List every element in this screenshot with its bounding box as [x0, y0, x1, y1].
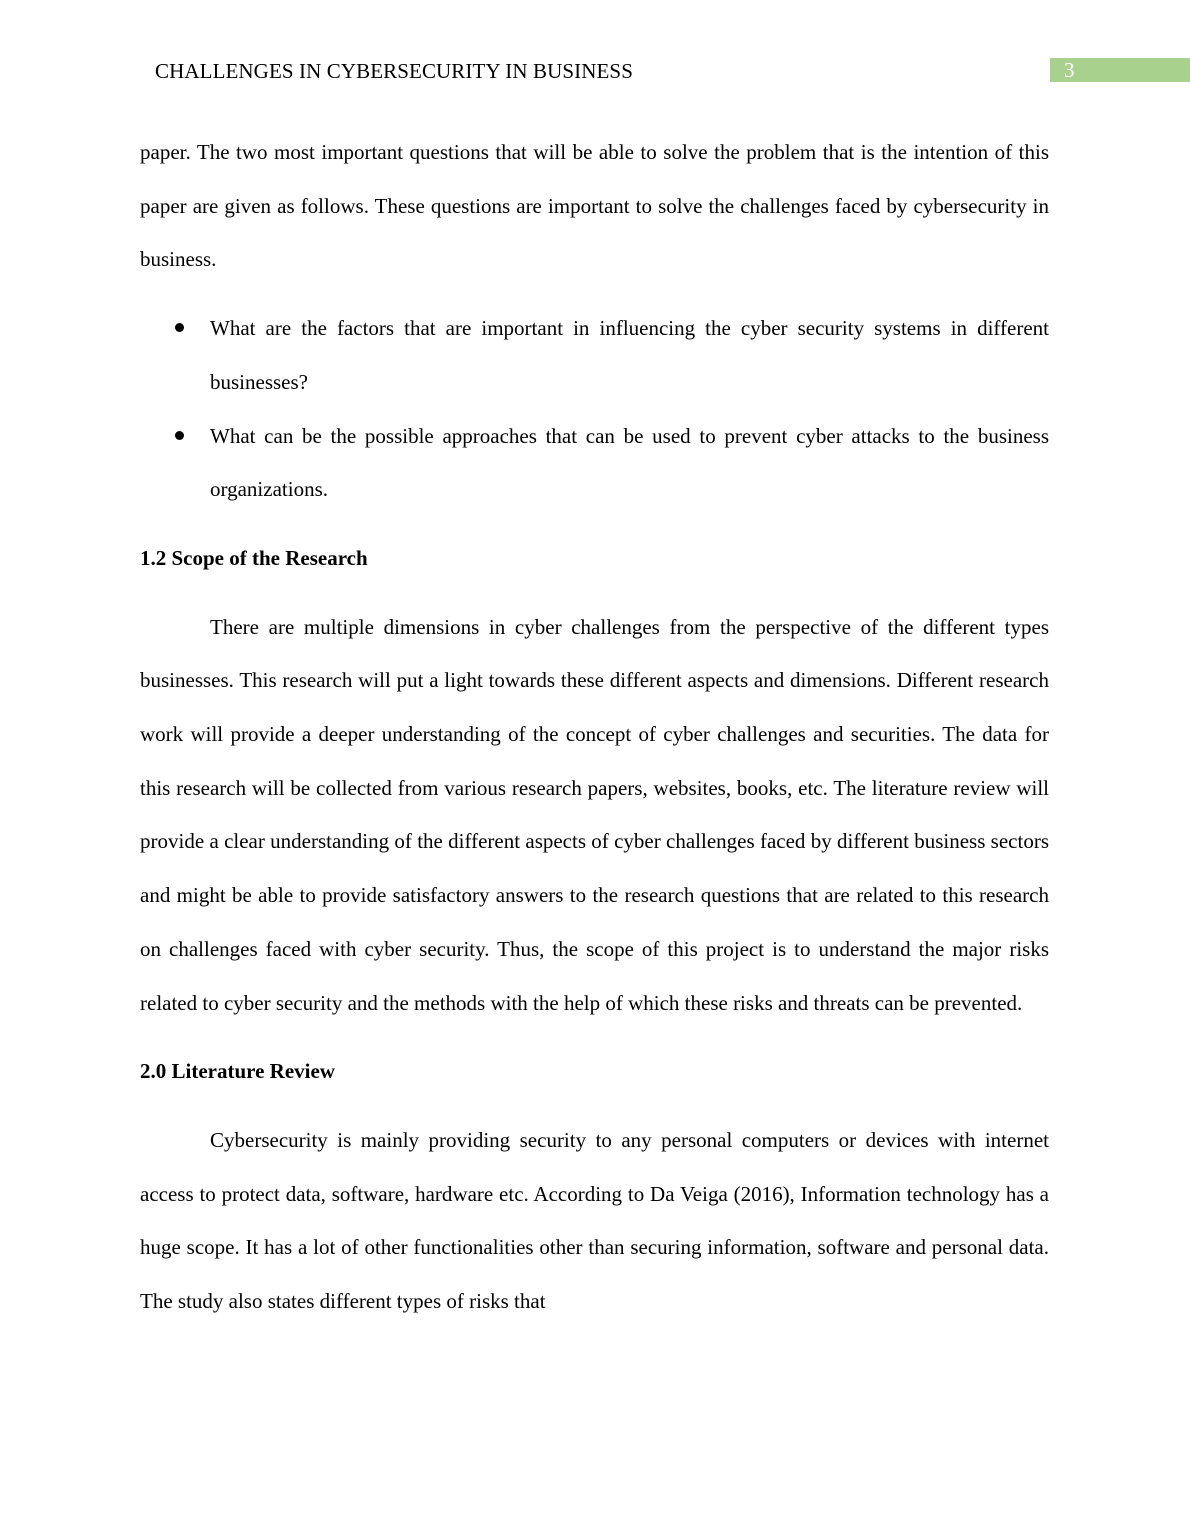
page-number-badge	[1050, 58, 1190, 82]
spacer	[140, 1099, 1049, 1114]
literature-paragraph: Cybersecurity is mainly providing security to any personal computers or devices with internet access to protect data, software, hardware etc. According to Da Veiga (2016), Information technology has a huge scope. It has a lot of other functionalities other than securing information, software and personal data. The study also states different types of risks that	[140, 1127, 1049, 1314]
bullet-icon	[175, 323, 184, 332]
page-number: 3	[1064, 58, 1075, 82]
list-item-text: What can be the possible approaches that can be used to prevent cyber attacks to the business organizations.	[210, 423, 1049, 502]
spacer	[140, 287, 1049, 302]
bullet-icon	[175, 431, 184, 440]
spacer	[140, 517, 1049, 532]
running-head-title: CHALLENGES IN CYBERSECURITY IN BUSINESS	[155, 59, 633, 83]
section-heading-scope: 1.2 Scope of the Research	[140, 545, 368, 570]
spacer	[140, 1030, 1049, 1045]
scope-paragraph: There are multiple dimensions in cyber challenges from the perspective of the different types businesses. This research will put a light towards these different aspects and dimensions. Different research work will provide a deeper understanding of the concept of cyber challenges and securities. The data for this research will be collected from various research papers, websites, books, etc. The literature review will provide a clear understanding of the different aspects of cyber challenges faced by different business sectors and might be able to provide satisfactory answers to the research questions that are related to this research on challenges faced with cyber security. Thus, the scope of this project is to understand the major risks related to cyber security and the methods with the help of which these risks and threats can be prevented.	[140, 614, 1049, 1015]
list-item	[140, 410, 1049, 517]
intro-paragraph: paper. The two most important questions that will be able to solve the problem that is the intention of this paper are given as follows. These questions are important to solve the challenges faced by cybersecurity in business.	[140, 140, 1049, 272]
section-heading-literature-review: 2.0 Literature Review	[140, 1059, 335, 1084]
document-body	[140, 126, 1049, 1329]
list-item	[140, 302, 1049, 409]
list-item-text: What are the factors that are important in influencing the cyber security systems in different businesses?	[210, 316, 1049, 394]
research-questions-list	[140, 302, 1049, 517]
spacer	[140, 586, 1049, 601]
